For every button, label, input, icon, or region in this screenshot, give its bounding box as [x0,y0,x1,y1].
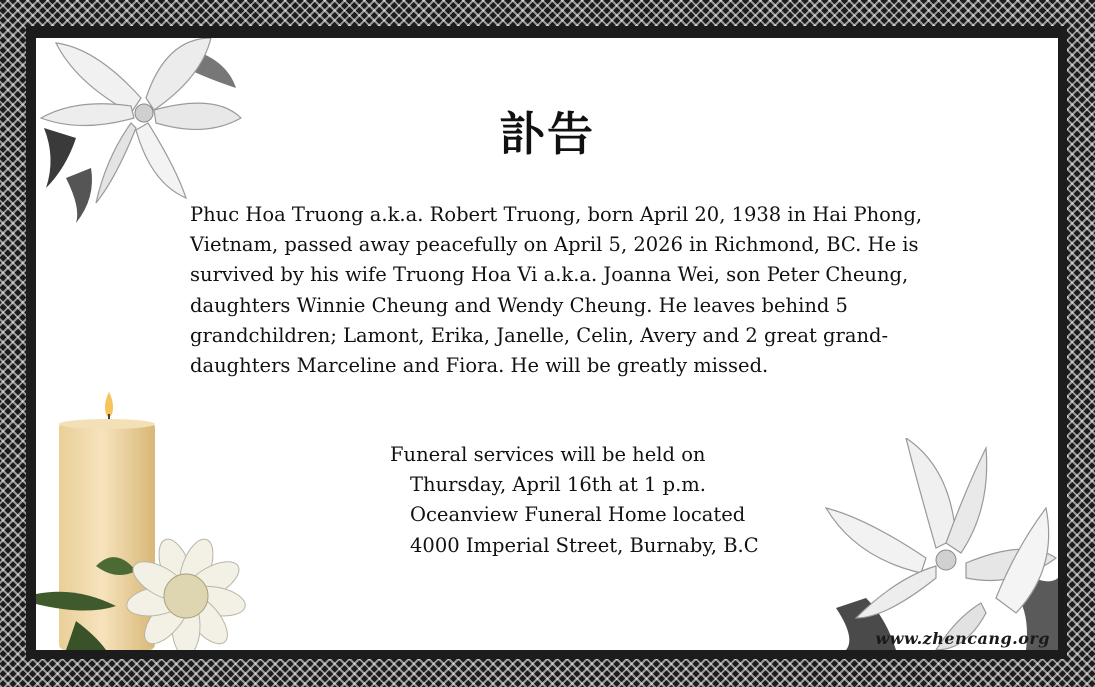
funeral-services [390,440,870,561]
services-date: Thursday, April 16th at 1 p.m. [410,473,706,497]
obituary-text: Phuc Hoa Truong a.k.a. Robert Truong, born April 20, 1938 in Hai Phong, Vietnam, passed away peacefully on April 5, 2026 in Richmond, BC. He is survived by his wife Truong Hoa Vi a.k.a. Joanna Wei, son Peter Cheung, daughters Winnie Cheung and Wendy Cheung. He leaves behind 5 grandchildren; Lamont, Erika, Janelle, Celin, Avery and 2 great grand-daughters Marceline and Fiora. He will be greatly missed. [190,203,923,378]
watermark: www.zhencang.org [875,629,1050,648]
chrysanthemum-icon [36,526,251,650]
services-venue: Oceanview Funeral Home located [410,503,746,527]
services-address: 4000 Imperial Street, Burnaby, B.C [410,533,759,557]
services-intro: Funeral services will be held on [390,443,706,466]
notice-title: 訃告 [499,107,595,161]
obituary-card [36,38,1058,650]
